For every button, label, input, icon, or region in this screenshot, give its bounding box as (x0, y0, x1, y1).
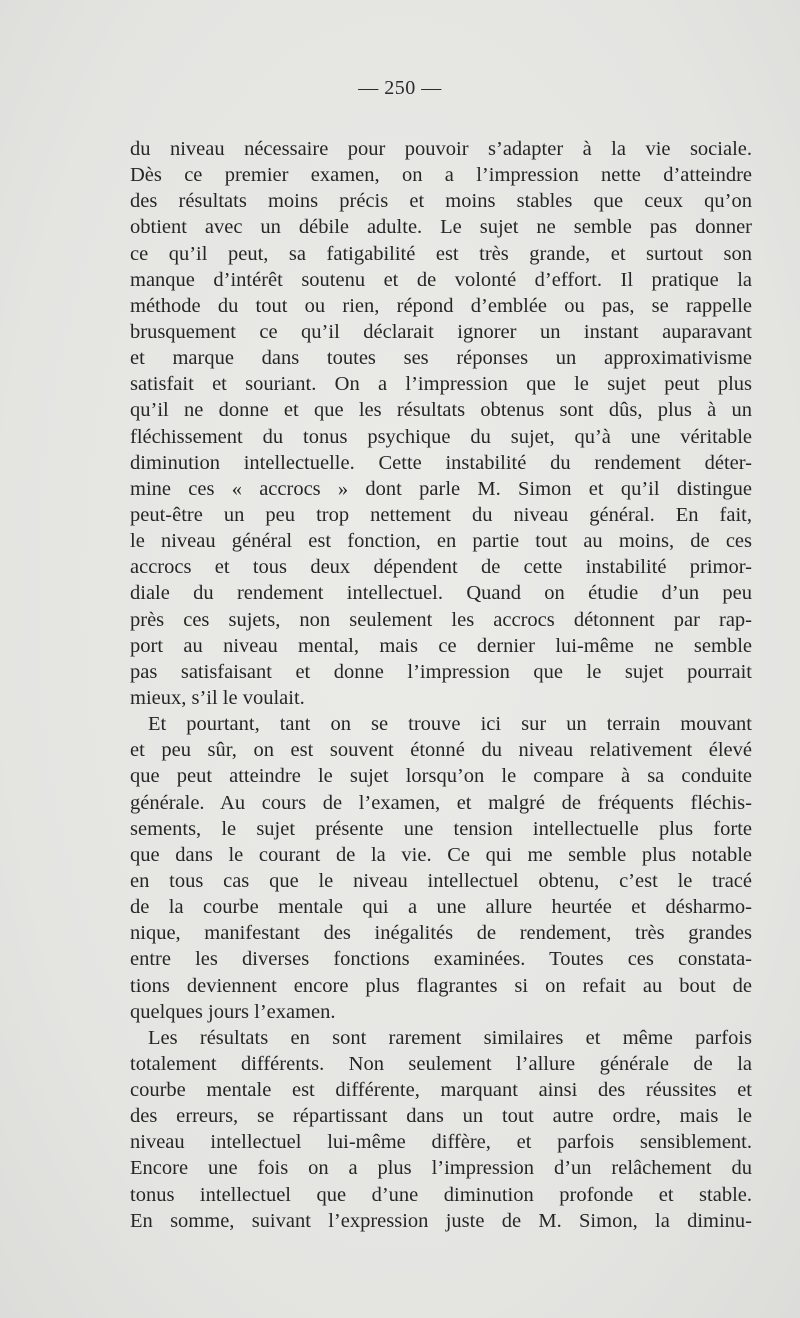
text-line: entre les diverses fonctions examinées. Toutes ces constata- (130, 948, 752, 971)
text-line: et marque dans toutes ses réponses un approximativisme (130, 347, 752, 370)
text-line: qu’il ne donne et que les résultats obtenus sont dûs, plus à un (130, 399, 752, 422)
text-line: mieux, s’il le voulait. (130, 686, 305, 709)
page-number: — 250 — (358, 77, 442, 99)
text-line: mine ces « accrocs » dont parle M. Simon et qu’il distingue (130, 477, 752, 500)
text-line: quelques jours l’examen. (130, 1000, 336, 1023)
text-line: Encore une fois on a plus l’impression d’un relâchement du (130, 1157, 752, 1180)
text-line: En somme, suivant l’expression juste de M. Simon, la diminu- (130, 1209, 752, 1232)
text-line: diale du rendement intellectuel. Quand on étudie d’un peu (130, 582, 752, 605)
text-line: méthode du tout ou rien, répond d’emblée ou pas, se rappelle (130, 294, 752, 317)
text-line: brusquement ce qu’il déclarait ignorer un instant auparavant (130, 320, 752, 343)
text-line: fléchissement du tonus psychique du sujet, qu’à une véritable (130, 425, 752, 448)
text-line: ce qu’il peut, sa fatigabilité est très grande, et surtout son (130, 242, 752, 265)
text-line: du niveau nécessaire pour pouvoir s’adapter à la vie sociale. (130, 138, 752, 160)
text-line: près ces sujets, non seulement les accrocs détonnent par rap- (130, 608, 752, 631)
text-line: Et pourtant, tant on se trouve ici sur un terrain mouvant (148, 713, 752, 736)
text-line: des erreurs, se répartissant dans un tout autre ordre, mais le (130, 1105, 752, 1128)
text-line: obtient avec un débile adulte. Le sujet ne semble pas donner (130, 216, 752, 239)
text-line: niveau intellectuel lui-même diffère, et parfois sensiblement. (130, 1131, 752, 1154)
text-line: totalement différents. Non seulement l’allure générale de la (130, 1052, 752, 1075)
text-line: des résultats moins précis et moins stables que ceux qu’on (130, 190, 752, 213)
text-line: que peut atteindre le sujet lorsqu’on le compare à sa conduite (130, 765, 752, 788)
text-line: nique, manifestant des inégalités de rendement, très grandes (130, 922, 752, 945)
text-line: tonus intellectuel que d’une diminution profonde et stable. (130, 1183, 752, 1206)
text-line: Dès ce premier examen, on a l’impression nette d’atteindre (130, 164, 752, 187)
paragraph (130, 136, 752, 711)
text-line: tions deviennent encore plus flagrantes si on refait au bout de (130, 974, 752, 997)
text-line: Les résultats en sont rarement similaires et même parfois (148, 1026, 752, 1049)
text-line: en tous cas que le niveau intellectuel obtenu, c’est le tracé (130, 869, 752, 892)
text-line: et peu sûr, on est souvent étonné du niveau relativement élevé (130, 739, 752, 762)
text-line: que dans le courant de la vie. Ce qui me semble plus notable (130, 843, 752, 866)
text-line: peut-être un peu trop nettement du niveau général. En fait, (130, 503, 752, 526)
text-line: accrocs et tous deux dépendent de cette instabilité primor- (130, 556, 752, 579)
text-line: générale. Au cours de l’examen, et malgré de fréquents fléchis- (130, 791, 752, 814)
text-line: le niveau général est fonction, en partie tout au moins, de ces (130, 530, 752, 553)
body-text (130, 136, 752, 1234)
text-line: manque d’intérêt soutenu et de volonté d’effort. Il pratique la (130, 268, 752, 291)
text-line: sements, le sujet présente une tension intellectuelle plus forte (130, 817, 752, 840)
paragraph (130, 1025, 752, 1234)
text-line: diminution intellectuelle. Cette instabilité du rendement déter- (130, 451, 752, 474)
text-line: de la courbe mentale qui a une allure heurtée et désharmo- (130, 896, 752, 919)
text-line: courbe mentale est différente, marquant ainsi des réussites et (130, 1079, 752, 1102)
text-line: port au niveau mental, mais ce dernier lui-même ne semble (130, 634, 752, 657)
text-line: satisfait et souriant. On a l’impression que le sujet peut plus (130, 373, 752, 396)
text-line: pas satisfaisant et donne l’impression que le sujet pourrait (130, 660, 752, 683)
paragraph (130, 711, 752, 1025)
